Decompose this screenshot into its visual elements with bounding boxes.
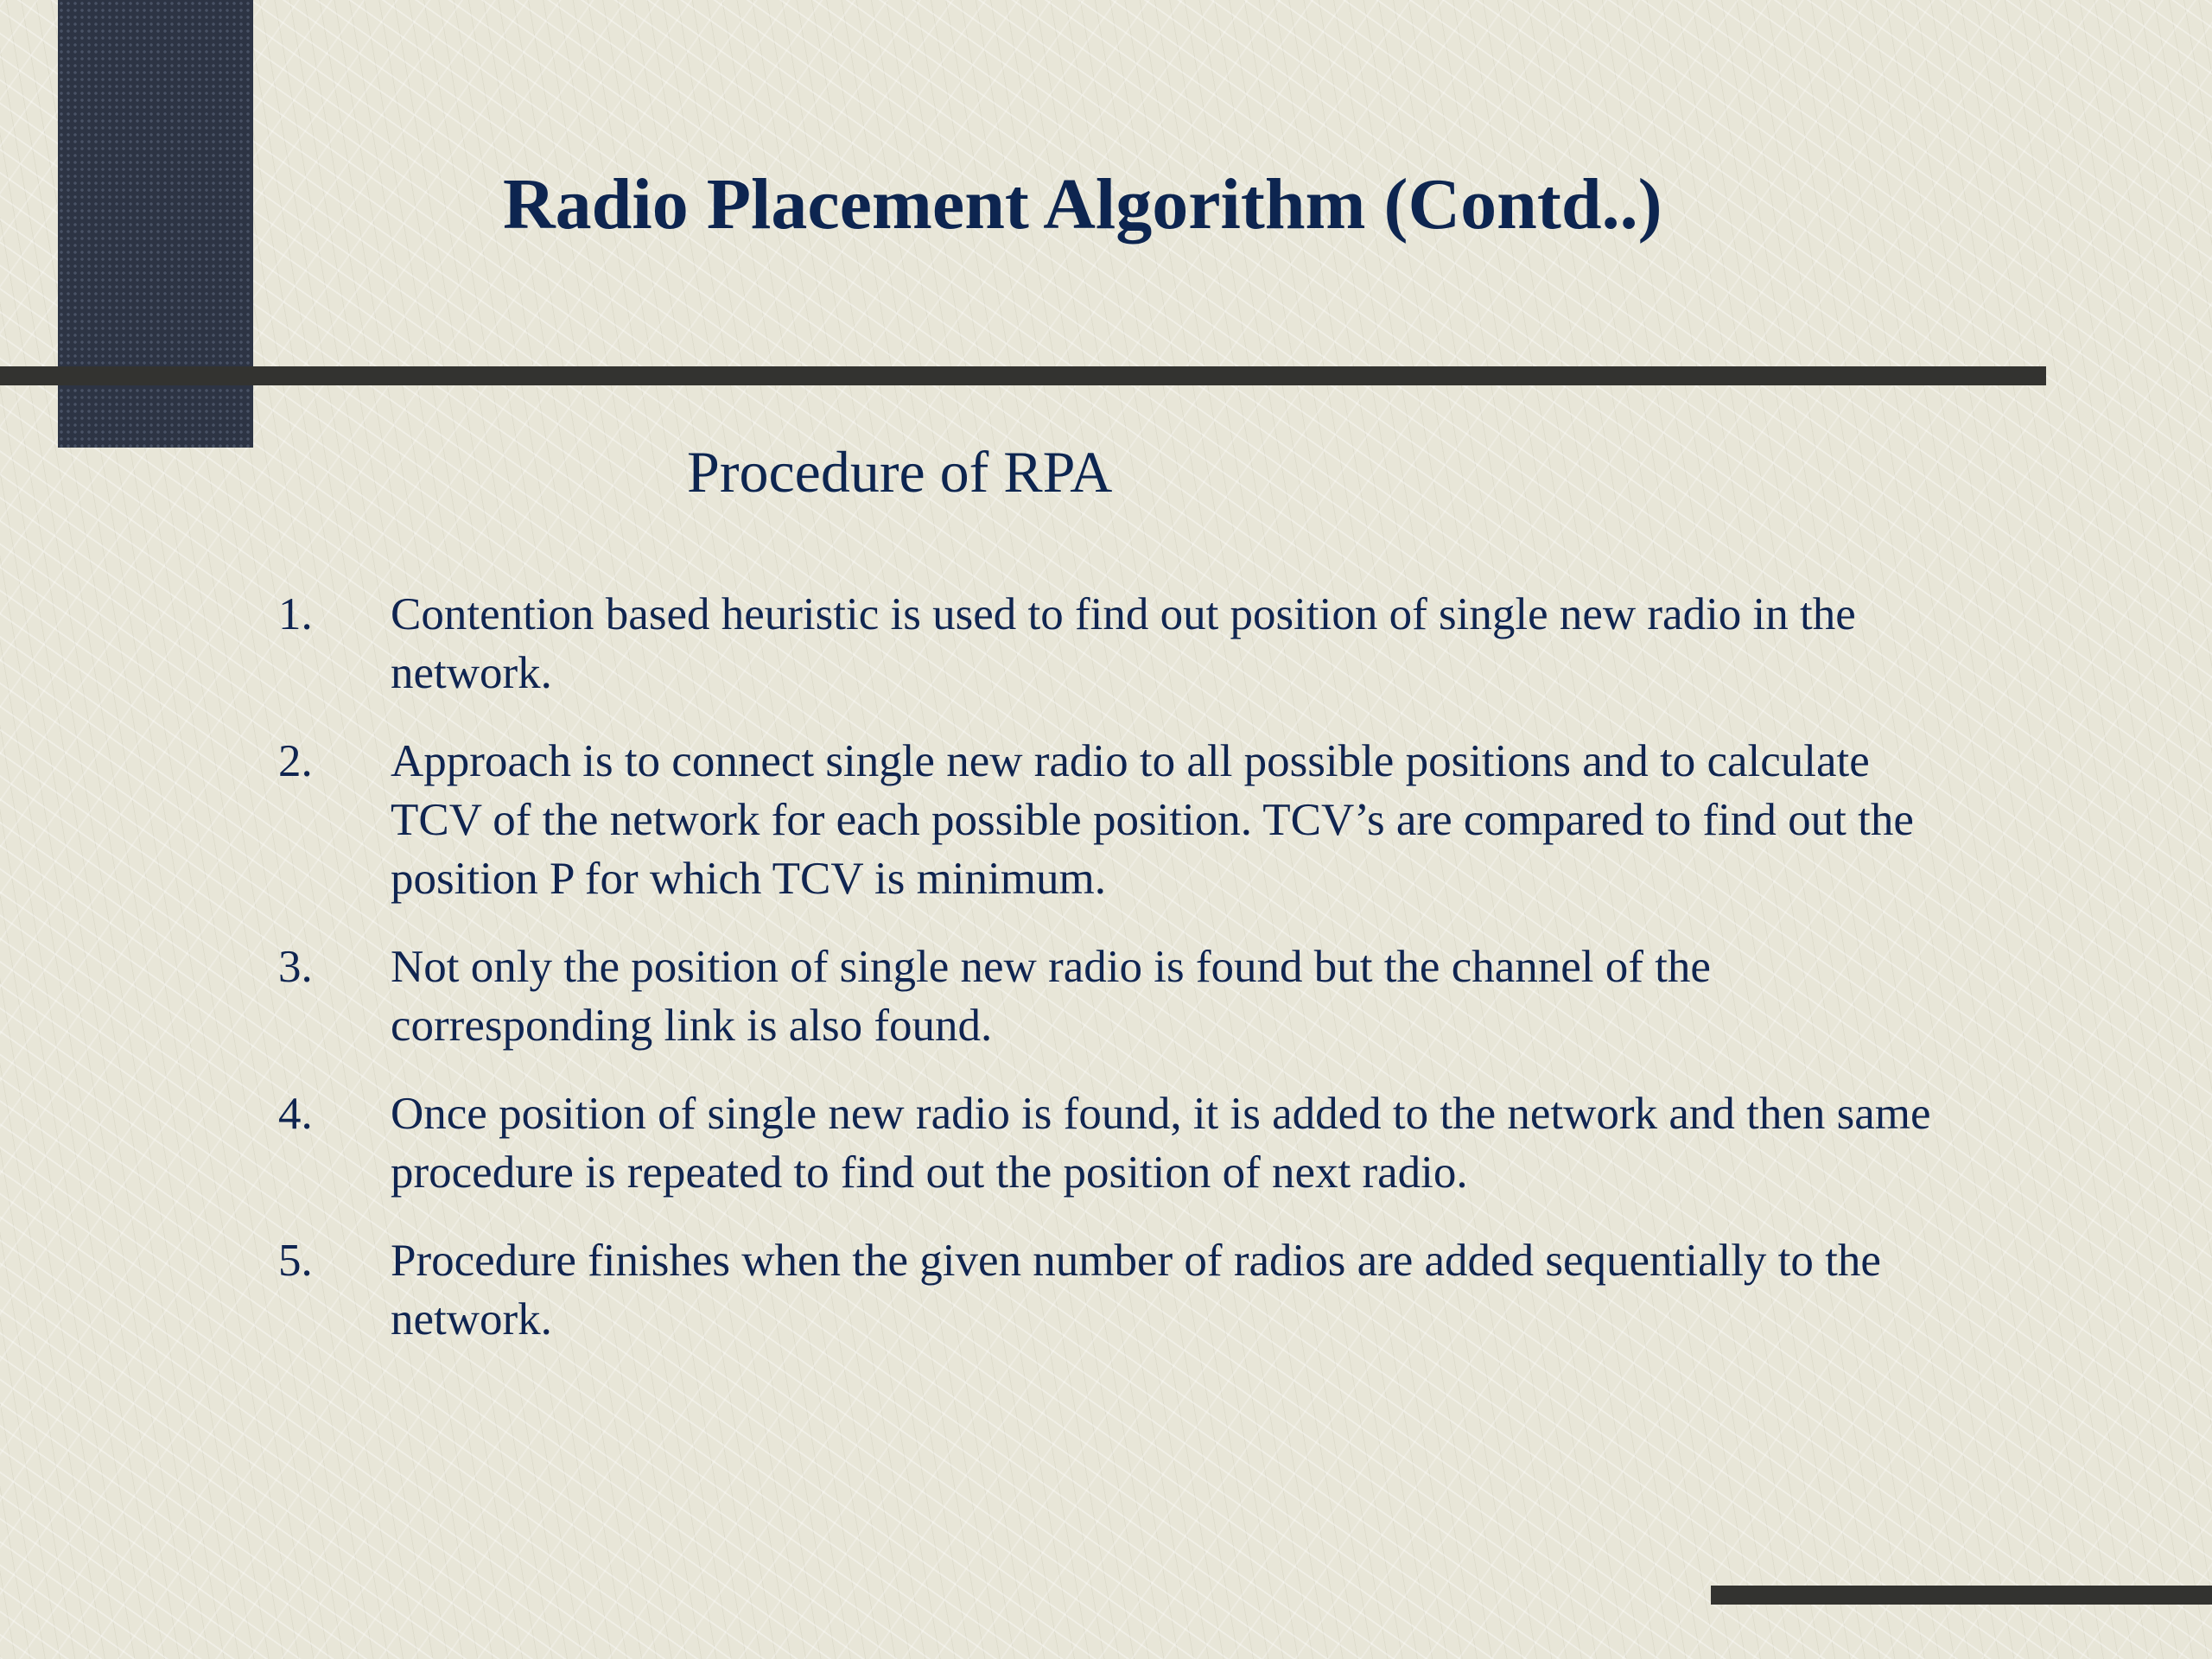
step-text: Approach is to connect single new radio to all possible positions and to calculate TCV of the network for each possible position. TCV’s are compared to find out the position P for which TCV is minimum. [391,736,1914,904]
step-text: Once position of single new radio is found, it is added to the network and then same procedure is repeated to find out the position of next radio. [391,1089,1931,1198]
list-item [278,732,1955,908]
list-item [278,1231,1955,1349]
title-divider-rule [0,366,2046,385]
step-text: Contention based heuristic is used to find out position of single new radio in the network. [391,589,1856,698]
procedure-steps-list [278,585,1955,1378]
step-text: Not only the position of single new radio is found but the channel of the corresponding link is also found. [391,942,1711,1051]
step-number: 5. [278,1236,313,1286]
list-item [278,1084,1955,1202]
step-number: 4. [278,1089,313,1139]
list-item [278,585,1955,702]
bottom-accent-rule [1711,1586,2212,1605]
step-number: 1. [278,589,313,639]
list-item [278,938,1955,1055]
slide-subtitle: Procedure of RPA [687,439,1113,505]
slide-title: Radio Placement Algorithm (Contd..) [503,164,1662,245]
step-text: Procedure finishes when the given number of radios are added sequentially to the network. [391,1236,1881,1344]
step-number: 2. [278,736,313,786]
step-number: 3. [278,942,313,992]
